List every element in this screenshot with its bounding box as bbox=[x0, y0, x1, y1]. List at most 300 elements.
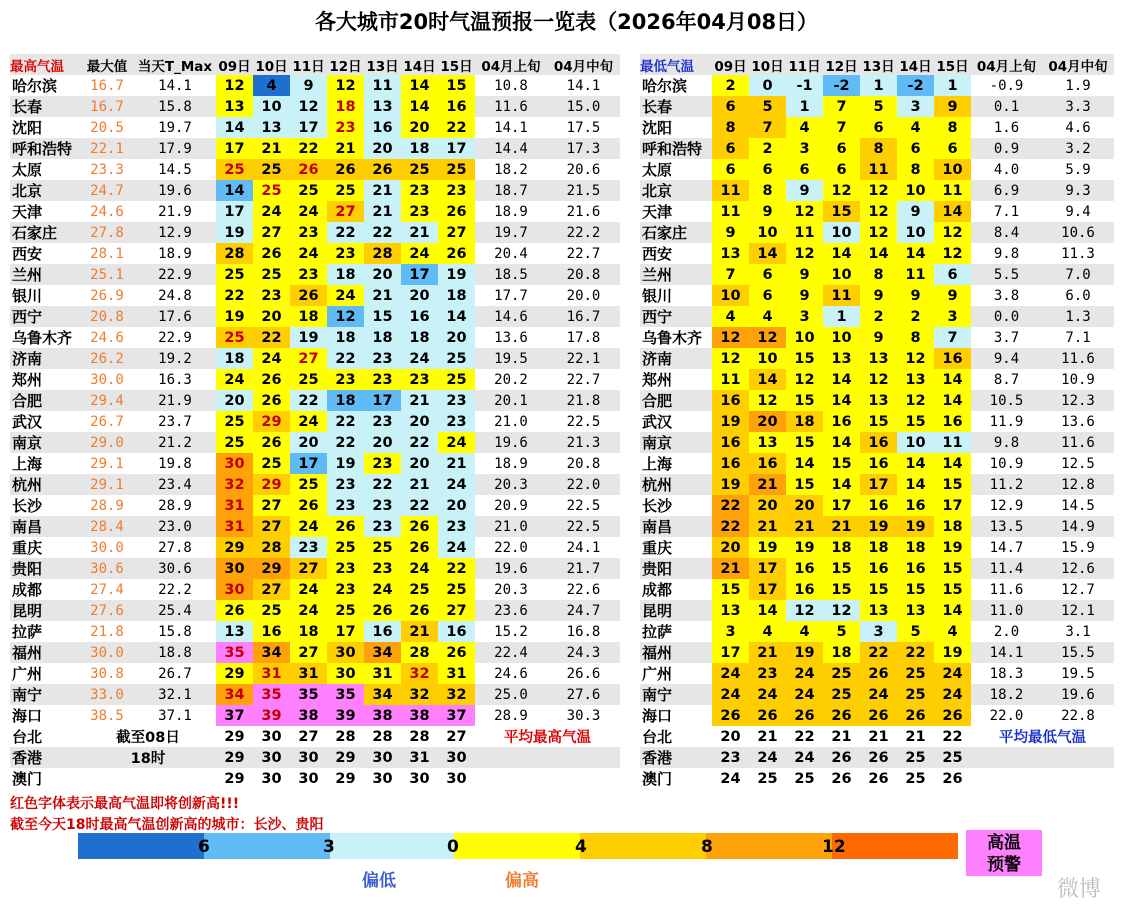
forecast-cell: 30 bbox=[298, 770, 319, 787]
forecast-cell: 30 bbox=[261, 770, 282, 787]
early-month-avg: 20.4 bbox=[494, 245, 528, 262]
forecast-cell: 5 bbox=[897, 621, 934, 642]
mid-month-avg: 4.6 bbox=[1065, 119, 1091, 136]
forecast-cell: 14 bbox=[934, 369, 971, 390]
forecast-cell: 2 bbox=[860, 306, 897, 327]
early-month-avg: 14.1 bbox=[989, 644, 1024, 661]
record-max: 29.4 bbox=[90, 392, 124, 409]
forecast-cell: 20 bbox=[438, 495, 475, 516]
early-month-avg: 9.8 bbox=[993, 245, 1020, 262]
table-row bbox=[10, 327, 620, 348]
forecast-cell: 22 bbox=[290, 138, 327, 159]
forecast-cell: 26 bbox=[253, 390, 290, 411]
forecast-cell: 26 bbox=[823, 705, 860, 726]
record-max: 16.7 bbox=[90, 77, 124, 94]
column-header: 04月中旬 bbox=[1048, 58, 1108, 75]
forecast-cell: 4 bbox=[934, 621, 971, 642]
forecast-cell: 16 bbox=[253, 621, 290, 642]
forecast-cell: 7 bbox=[823, 96, 860, 117]
forecast-cell: 16 bbox=[712, 390, 749, 411]
forecast-cell: 16 bbox=[749, 453, 786, 474]
forecast-cell: 13 bbox=[364, 96, 401, 117]
mid-month-avg: 5.9 bbox=[1065, 161, 1091, 178]
forecast-cell: 16 bbox=[934, 348, 971, 369]
table-row bbox=[640, 390, 1114, 411]
today-max: 23.4 bbox=[158, 476, 192, 493]
forecast-cell: 16 bbox=[401, 306, 438, 327]
observation-note: 18时 bbox=[130, 751, 166, 767]
mid-month-avg: 20.6 bbox=[566, 161, 601, 178]
forecast-cell: 3 bbox=[712, 621, 749, 642]
table-row bbox=[10, 285, 620, 306]
mid-month-avg: 11.6 bbox=[1061, 434, 1095, 451]
forecast-cell: 22 bbox=[327, 432, 364, 453]
table-row bbox=[640, 411, 1114, 432]
forecast-cell: 24 bbox=[794, 749, 815, 766]
forecast-cell: 18 bbox=[786, 411, 823, 432]
forecast-cell: 18 bbox=[364, 327, 401, 348]
early-month-avg: 14.7 bbox=[989, 539, 1024, 556]
city-name: 呼和浩特 bbox=[12, 140, 73, 158]
forecast-cell: 25 bbox=[794, 770, 815, 787]
early-month-avg: 17.7 bbox=[494, 287, 528, 304]
today-max: 32.1 bbox=[158, 686, 192, 703]
table-row bbox=[640, 96, 1114, 117]
city-name: 武汉 bbox=[12, 413, 43, 431]
city-name: 哈尔滨 bbox=[12, 77, 58, 95]
forecast-cell: 7 bbox=[712, 264, 749, 285]
record-max: 22.1 bbox=[90, 140, 124, 157]
forecast-cell: 38 bbox=[401, 705, 438, 726]
forecast-cell: 24 bbox=[364, 579, 401, 600]
mid-month-avg: 7.0 bbox=[1065, 266, 1091, 283]
forecast-cell: 18 bbox=[327, 390, 364, 411]
forecast-cell: 23 bbox=[438, 411, 475, 432]
mid-month-avg: 24.3 bbox=[566, 644, 601, 661]
forecast-cell: 22 bbox=[364, 474, 401, 495]
forecast-cell: 12 bbox=[860, 180, 897, 201]
forecast-cell: 24 bbox=[720, 770, 741, 787]
forecast-cell: 28 bbox=[253, 537, 290, 558]
early-month-avg: 14.4 bbox=[494, 140, 528, 157]
early-month-avg: 25.0 bbox=[494, 686, 528, 703]
forecast-cell: 12 bbox=[786, 600, 823, 621]
record-max: 20.8 bbox=[90, 308, 124, 325]
city-name: 南宁 bbox=[12, 686, 43, 704]
forecast-cell: 9 bbox=[860, 285, 897, 306]
forecast-cell: 17 bbox=[216, 201, 253, 222]
mid-month-avg: 14.5 bbox=[1061, 497, 1095, 514]
early-month-avg: 21.0 bbox=[494, 518, 528, 535]
hot-warning-legend bbox=[966, 830, 1042, 876]
today-max: 25.4 bbox=[158, 602, 192, 619]
forecast-cell: 12 bbox=[934, 222, 971, 243]
column-header: 10日 bbox=[751, 58, 784, 75]
city-name: 兰州 bbox=[12, 266, 43, 284]
forecast-cell: 21 bbox=[831, 728, 852, 745]
forecast-cell: 16 bbox=[934, 411, 971, 432]
table-row bbox=[10, 180, 620, 201]
forecast-cell: 25 bbox=[327, 537, 364, 558]
table-row bbox=[10, 600, 620, 621]
forecast-cell: 35 bbox=[327, 684, 364, 705]
city-name: 福州 bbox=[12, 644, 43, 662]
forecast-cell: 17 bbox=[438, 138, 475, 159]
today-max: 19.6 bbox=[158, 182, 192, 199]
table-row bbox=[640, 180, 1114, 201]
forecast-cell: 18 bbox=[897, 537, 934, 558]
forecast-cell: 12 bbox=[860, 369, 897, 390]
early-month-avg: 22.4 bbox=[494, 644, 528, 661]
forecast-cell: 21 bbox=[253, 138, 290, 159]
forecast-cell: 14 bbox=[749, 369, 786, 390]
forecast-cell: 22 bbox=[401, 495, 438, 516]
mid-month-avg: 16.8 bbox=[566, 623, 601, 640]
forecast-cell: 8 bbox=[860, 138, 897, 159]
column-header: 11日 bbox=[292, 58, 325, 75]
column-header: 当天T_Max bbox=[137, 58, 213, 75]
early-month-avg: 13.6 bbox=[494, 329, 528, 346]
forecast-cell: 16 bbox=[786, 558, 823, 579]
forecast-cell: 22 bbox=[712, 516, 749, 537]
column-header: 13日 bbox=[366, 58, 399, 75]
city-name: 武汉 bbox=[642, 413, 673, 431]
forecast-cell: 37 bbox=[438, 705, 475, 726]
forecast-cell: 26 bbox=[712, 705, 749, 726]
forecast-cell: 13 bbox=[712, 600, 749, 621]
forecast-cell: 14 bbox=[897, 453, 934, 474]
mid-month-avg: 15.0 bbox=[566, 98, 601, 115]
early-month-avg: 21.0 bbox=[494, 413, 528, 430]
city-name: 重庆 bbox=[12, 539, 43, 557]
table-row bbox=[640, 516, 1114, 537]
forecast-cell: 21 bbox=[401, 222, 438, 243]
table-row bbox=[10, 369, 620, 390]
forecast-cell: 10 bbox=[253, 96, 290, 117]
early-month-avg: 18.2 bbox=[494, 161, 528, 178]
forecast-cell: 18 bbox=[290, 621, 327, 642]
forecast-cell: 12 bbox=[897, 348, 934, 369]
forecast-cell: 16 bbox=[897, 558, 934, 579]
early-month-avg: 3.8 bbox=[993, 287, 1020, 304]
city-name: 石家庄 bbox=[642, 224, 688, 242]
table-row bbox=[640, 558, 1114, 579]
forecast-cell: 14 bbox=[823, 369, 860, 390]
mid-month-avg: 12.1 bbox=[1061, 602, 1095, 619]
forecast-cell: 35 bbox=[290, 684, 327, 705]
forecast-cell: 21 bbox=[327, 138, 364, 159]
table-row bbox=[640, 537, 1114, 558]
forecast-cell: 21 bbox=[364, 285, 401, 306]
mid-month-avg: 3.2 bbox=[1065, 140, 1091, 157]
forecast-cell: 7 bbox=[934, 327, 971, 348]
forecast-cell: 25 bbox=[401, 159, 438, 180]
forecast-cell: 14 bbox=[216, 117, 253, 138]
forecast-cell: 26 bbox=[327, 159, 364, 180]
early-month-avg: 1.6 bbox=[993, 119, 1020, 136]
today-max: 14.1 bbox=[158, 77, 192, 94]
forecast-cell: 12 bbox=[290, 96, 327, 117]
forecast-cell: 27 bbox=[290, 558, 327, 579]
forecast-cell: 11 bbox=[712, 201, 749, 222]
city-name: 太原 bbox=[12, 161, 43, 179]
forecast-cell: 15 bbox=[934, 558, 971, 579]
today-max: 23.7 bbox=[158, 413, 192, 430]
today-max: 16.3 bbox=[158, 371, 192, 388]
forecast-cell: 15 bbox=[364, 306, 401, 327]
forecast-cell: 38 bbox=[290, 705, 327, 726]
forecast-cell: 14 bbox=[749, 243, 786, 264]
early-month-avg: 11.0 bbox=[989, 602, 1024, 619]
table-row bbox=[10, 159, 620, 180]
forecast-cell: 23 bbox=[749, 663, 786, 684]
forecast-cell: 31 bbox=[438, 663, 475, 684]
forecast-cell: 24 bbox=[934, 684, 971, 705]
city-name: 沈阳 bbox=[642, 119, 673, 137]
forecast-cell: 26 bbox=[831, 770, 852, 787]
forecast-cell: 15 bbox=[934, 579, 971, 600]
record-max: 20.5 bbox=[90, 119, 124, 136]
forecast-cell: 27 bbox=[253, 495, 290, 516]
early-month-avg: 18.9 bbox=[494, 203, 528, 220]
table-row bbox=[640, 621, 1114, 642]
table-row bbox=[640, 600, 1114, 621]
forecast-cell: 18 bbox=[327, 264, 364, 285]
forecast-cell: 17 bbox=[327, 621, 364, 642]
forecast-cell: 29 bbox=[224, 749, 245, 766]
forecast-cell: 22 bbox=[327, 411, 364, 432]
mid-month-avg: 20.8 bbox=[566, 455, 601, 472]
forecast-cell: 21 bbox=[401, 474, 438, 495]
forecast-cell: 8 bbox=[860, 264, 897, 285]
today-max: 21.9 bbox=[158, 203, 192, 220]
early-month-avg: 18.7 bbox=[494, 182, 528, 199]
forecast-cell: 28 bbox=[364, 243, 401, 264]
city-name: 台北 bbox=[12, 728, 43, 746]
forecast-cell: 19 bbox=[438, 264, 475, 285]
table-row bbox=[640, 579, 1114, 600]
legend-tick: 0 bbox=[447, 837, 459, 857]
early-month-avg: 14.6 bbox=[494, 308, 528, 325]
forecast-cell: 23 bbox=[364, 516, 401, 537]
city-name: 天津 bbox=[12, 203, 43, 221]
mid-month-avg: 22.6 bbox=[566, 581, 601, 598]
table-row bbox=[10, 75, 620, 96]
forecast-cell: 16 bbox=[364, 621, 401, 642]
forecast-cell: 26 bbox=[401, 600, 438, 621]
forecast-cell: 23 bbox=[438, 180, 475, 201]
forecast-cell: 25 bbox=[401, 579, 438, 600]
forecast-cell: 23 bbox=[327, 558, 364, 579]
forecast-cell: 19 bbox=[786, 642, 823, 663]
forecast-cell: 20 bbox=[364, 138, 401, 159]
table-row bbox=[10, 222, 620, 243]
forecast-cell: 15 bbox=[823, 453, 860, 474]
avg-label: 平均最高气温 bbox=[504, 730, 591, 746]
forecast-cell: 11 bbox=[712, 180, 749, 201]
mid-month-avg: 15.9 bbox=[1061, 539, 1095, 556]
forecast-cell: 11 bbox=[934, 432, 971, 453]
mid-month-avg: 12.8 bbox=[1061, 476, 1095, 493]
forecast-cell: 24 bbox=[290, 516, 327, 537]
city-name: 西宁 bbox=[12, 308, 43, 326]
forecast-cell: 16 bbox=[438, 96, 475, 117]
mid-month-avg: 10.6 bbox=[1061, 224, 1095, 241]
forecast-cell: 12 bbox=[934, 243, 971, 264]
forecast-cell: 20 bbox=[290, 432, 327, 453]
forecast-cell: 26 bbox=[868, 770, 889, 787]
table-row bbox=[640, 642, 1114, 663]
hot-warning-label: 高温预警 bbox=[987, 833, 1021, 875]
forecast-cell: 20 bbox=[216, 390, 253, 411]
forecast-cell: 16 bbox=[860, 453, 897, 474]
forecast-cell: 21 bbox=[749, 474, 786, 495]
mid-month-avg: 9.3 bbox=[1065, 182, 1091, 199]
forecast-cell: 2 bbox=[712, 75, 749, 96]
forecast-cell: 34 bbox=[364, 684, 401, 705]
forecast-cell: 26 bbox=[290, 495, 327, 516]
table-row bbox=[10, 579, 620, 600]
record-max: 24.7 bbox=[90, 182, 124, 199]
early-month-avg: 10.9 bbox=[989, 455, 1024, 472]
legend-tick: 3 bbox=[323, 837, 335, 857]
forecast-cell: 27 bbox=[438, 222, 475, 243]
record-max: 27.4 bbox=[90, 581, 124, 598]
forecast-cell: 24 bbox=[290, 243, 327, 264]
forecast-cell: 14 bbox=[823, 390, 860, 411]
forecast-cell: 11 bbox=[897, 264, 934, 285]
city-name: 沈阳 bbox=[12, 119, 43, 137]
forecast-cell: 13 bbox=[897, 600, 934, 621]
city-name: 石家庄 bbox=[12, 224, 58, 242]
table-row bbox=[10, 138, 620, 159]
forecast-cell: 24 bbox=[438, 537, 475, 558]
city-name: 澳门 bbox=[642, 770, 673, 788]
table-row bbox=[10, 495, 620, 516]
forecast-cell: 29 bbox=[216, 663, 253, 684]
column-header: 最大值 bbox=[86, 58, 128, 75]
min-temp-table bbox=[640, 54, 1114, 789]
early-month-avg: 0.9 bbox=[993, 140, 1020, 157]
forecast-cell: 30 bbox=[216, 558, 253, 579]
forecast-cell: 23 bbox=[290, 264, 327, 285]
forecast-cell: 25 bbox=[253, 264, 290, 285]
forecast-cell: 9 bbox=[860, 327, 897, 348]
forecast-cell: 3 bbox=[860, 621, 897, 642]
forecast-cell: 17 bbox=[712, 642, 749, 663]
forecast-cell: 24 bbox=[438, 474, 475, 495]
forecast-cell: 23 bbox=[364, 558, 401, 579]
forecast-cell: 7 bbox=[749, 117, 786, 138]
forecast-cell: 26 bbox=[438, 642, 475, 663]
column-header: 最低气温 bbox=[640, 58, 694, 75]
table-row bbox=[10, 348, 620, 369]
avg-label bbox=[475, 768, 620, 789]
early-month-avg: 4.0 bbox=[993, 161, 1020, 178]
city-name: 香港 bbox=[12, 749, 43, 767]
city-name: 天津 bbox=[642, 203, 673, 221]
legend-warm12 bbox=[832, 833, 958, 859]
mid-month-avg: 17.8 bbox=[566, 329, 601, 346]
mid-month-avg: 12.7 bbox=[1061, 581, 1095, 598]
forecast-cell: 23 bbox=[364, 348, 401, 369]
forecast-cell: 17 bbox=[401, 264, 438, 285]
forecast-cell: 9 bbox=[934, 96, 971, 117]
legend-tick: 6 bbox=[198, 837, 210, 857]
forecast-cell: 6 bbox=[823, 138, 860, 159]
column-header: 最高气温 bbox=[10, 58, 64, 75]
mid-month-avg: 11.3 bbox=[1061, 245, 1095, 262]
mid-month-avg: 10.9 bbox=[1061, 371, 1095, 388]
table-row bbox=[10, 663, 620, 684]
forecast-cell: 24 bbox=[934, 663, 971, 684]
mid-month-avg: 26.6 bbox=[566, 665, 601, 682]
city-name: 长沙 bbox=[12, 497, 43, 515]
forecast-cell: 6 bbox=[934, 138, 971, 159]
mid-month-avg: 19.5 bbox=[1061, 665, 1095, 682]
forecast-cell: 14 bbox=[823, 474, 860, 495]
forecast-cell: 25 bbox=[438, 348, 475, 369]
forecast-cell: 14 bbox=[401, 75, 438, 96]
forecast-cell: 22 bbox=[860, 642, 897, 663]
early-month-avg: 18.2 bbox=[989, 686, 1024, 703]
column-header: 11日 bbox=[788, 58, 821, 75]
max-temp-table bbox=[10, 54, 620, 789]
forecast-cell: 12 bbox=[712, 327, 749, 348]
legend-cold6 bbox=[78, 833, 204, 859]
forecast-cell: 25 bbox=[823, 663, 860, 684]
forecast-cell: 14 bbox=[934, 600, 971, 621]
table-row bbox=[640, 117, 1114, 138]
forecast-cell: 10 bbox=[749, 222, 786, 243]
column-header: 14日 bbox=[403, 58, 436, 75]
early-month-avg: 20.2 bbox=[494, 371, 528, 388]
forecast-cell: 22 bbox=[327, 222, 364, 243]
forecast-cell: 21 bbox=[438, 453, 475, 474]
forecast-cell: 23 bbox=[401, 201, 438, 222]
record-max: 27.8 bbox=[90, 224, 124, 241]
table-row bbox=[640, 75, 1114, 96]
record-max: 30.0 bbox=[90, 371, 124, 388]
record-max: 28.4 bbox=[90, 518, 124, 535]
forecast-cell: 23 bbox=[438, 516, 475, 537]
legend-cold0 bbox=[330, 833, 454, 859]
forecast-cell: 31 bbox=[409, 749, 430, 766]
forecast-cell: 26 bbox=[831, 749, 852, 766]
forecast-cell: 18 bbox=[438, 285, 475, 306]
forecast-cell: 18 bbox=[290, 306, 327, 327]
forecast-cell: 25 bbox=[897, 663, 934, 684]
chart-title: 各大城市20时气温预报一览表（2026年04月08日） bbox=[314, 10, 819, 34]
forecast-cell: 10 bbox=[897, 180, 934, 201]
forecast-cell: 24 bbox=[253, 348, 290, 369]
mid-month-avg: 17.3 bbox=[566, 140, 601, 157]
early-month-avg: 20.3 bbox=[494, 581, 528, 598]
mid-month-avg: 21.8 bbox=[566, 392, 601, 409]
forecast-cell: 20 bbox=[364, 264, 401, 285]
legend-warm8 bbox=[706, 833, 832, 859]
forecast-cell: 10 bbox=[749, 348, 786, 369]
early-month-avg: 12.9 bbox=[989, 497, 1024, 514]
forecast-cell: 6 bbox=[712, 159, 749, 180]
forecast-cell: 22 bbox=[712, 495, 749, 516]
forecast-cell: 25 bbox=[216, 327, 253, 348]
forecast-cell: 24 bbox=[749, 684, 786, 705]
forecast-cell: 24 bbox=[438, 432, 475, 453]
early-month-avg: 2.0 bbox=[993, 623, 1020, 640]
forecast-cell: 26 bbox=[401, 537, 438, 558]
column-header: 12日 bbox=[825, 58, 858, 75]
